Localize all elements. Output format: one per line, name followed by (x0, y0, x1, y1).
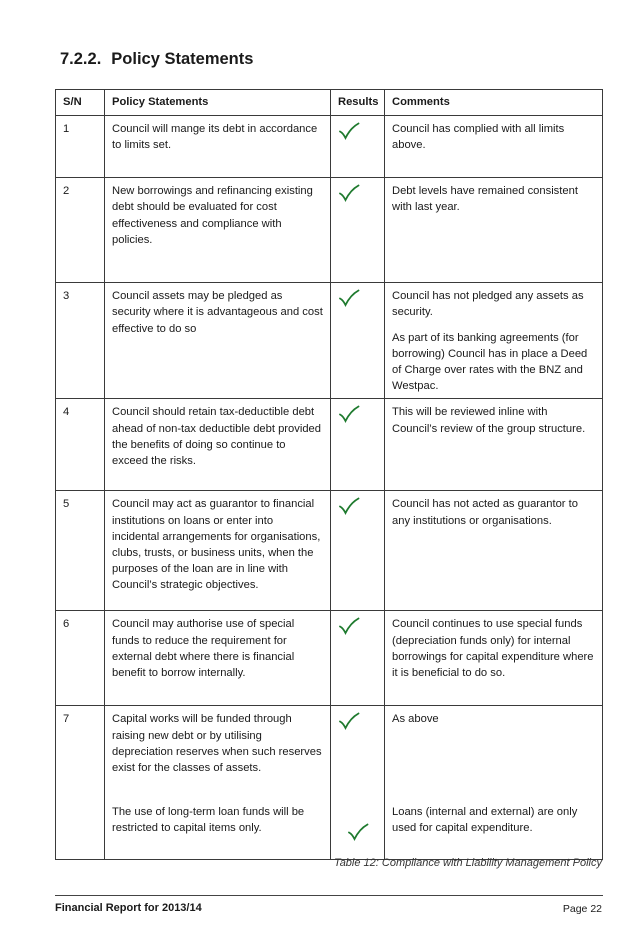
checkmark-icon (347, 823, 369, 841)
row-number: 1 (56, 116, 105, 178)
comment-cell (385, 611, 603, 706)
checkmark-icon (338, 405, 360, 423)
comment-cell (385, 178, 603, 283)
table-row (56, 399, 603, 491)
checkmark-icon (338, 712, 360, 730)
row-number: 6 (56, 611, 105, 706)
footer-divider (55, 895, 603, 896)
table-caption: Table 12: Compliance with Liability Management Policy (333, 857, 602, 869)
policy-statement (105, 706, 331, 860)
result-cell (331, 116, 385, 178)
row-number: 2 (56, 178, 105, 283)
policy-table (55, 89, 603, 860)
result-cell (331, 611, 385, 706)
statement-text: New borrowings and refinancing existing debt should be evaluated for cost effectiveness and compliance with policies. (112, 185, 313, 246)
checkmark-icon (338, 184, 360, 202)
policy-statement (105, 491, 331, 611)
checkmark-icon (338, 122, 360, 140)
result-cell (331, 178, 385, 283)
row-number: 7 (56, 706, 105, 860)
table-row (56, 706, 603, 860)
table-row (56, 491, 603, 611)
section-number: 7.2.2. (60, 50, 102, 68)
table-row (56, 611, 603, 706)
result-cell (331, 706, 385, 860)
table-header-row (56, 90, 603, 116)
result-cell (331, 283, 385, 399)
comment-text: Council has complied with all limits above. (392, 123, 565, 152)
comment-cell (385, 491, 603, 611)
policy-statement (105, 283, 331, 399)
policy-statement (105, 178, 331, 283)
comment-text: Council has not pledged any assets as security. (392, 290, 584, 319)
policy-statement (105, 116, 331, 178)
comment-cell (385, 283, 603, 399)
comment-text: As part of its banking agreements (for borrowing) Council has in place a Deed of Charge over rates with the BNZ and Westpac. (392, 331, 588, 393)
header-comments: Comments (385, 90, 603, 116)
header-sn: S/N (56, 90, 105, 116)
section-title: Policy Statements (111, 50, 254, 68)
statement-text: Council should retain tax-deductible debt ahead of non-tax deductible debt provided the benefits of doing so continue to exceed the risks. (112, 406, 321, 468)
policy-statement (105, 611, 331, 706)
result-cell (331, 491, 385, 611)
result-cell (331, 399, 385, 491)
comment-text: Council continues to use special funds (depreciation funds only) for internal borrowings for capital expenditure where it is beneficial to do so. (392, 618, 594, 680)
header-results: Results (331, 90, 385, 116)
section-heading (60, 50, 253, 69)
comment-cell (385, 116, 603, 178)
row-number: 5 (56, 491, 105, 611)
row-number: 3 (56, 283, 105, 399)
checkmark-icon (338, 497, 360, 515)
comment-text: Council has not acted as guarantor to any institutions or organisations. (392, 498, 578, 527)
footer-page-number: Page 22 (562, 903, 602, 915)
policy-statement (105, 399, 331, 491)
header-policy-statements: Policy Statements (105, 90, 331, 116)
table-row (56, 178, 603, 283)
checkmark-icon (338, 617, 360, 635)
table-row (56, 283, 603, 399)
statement-text: Council will mange its debt in accordance to limits set. (112, 123, 318, 152)
statement-text: Capital works will be funded through raising new debt or by utilising depreciation reserves when such reserves exist for the classes of assets. (112, 713, 322, 775)
statement-text: Council assets may be pledged as security where it is advantageous and cost effective to do so (112, 290, 323, 335)
comment-text: Debt levels have remained consistent with last year. (392, 185, 578, 214)
footer-report-title: Financial Report for 2013/14 (55, 902, 202, 914)
statement-text: The use of long-term loan funds will be restricted to capital items only. (112, 806, 305, 835)
comment-text: Loans (internal and external) are only used for capital expenditure. (392, 805, 578, 834)
checkmark-icon (338, 289, 360, 307)
row-number: 4 (56, 399, 105, 491)
table-row (56, 116, 603, 178)
comment-cell (385, 706, 603, 860)
comment-cell (385, 399, 603, 491)
statement-text: Council may act as guarantor to financial institutions on loans or enter into incidental arrangements for organisations, clubs, trusts, or business units, when the purposes of the loan are in line with Council’s strategic objectives. (112, 498, 321, 592)
comment-text: This will be reviewed inline with Council’s review of the group structure. (392, 406, 586, 435)
comment-text: As above (392, 713, 439, 726)
statement-text: Council may authorise use of special funds to reduce the requirement for external debt where there is financial benefit to borrow internally. (112, 618, 295, 680)
